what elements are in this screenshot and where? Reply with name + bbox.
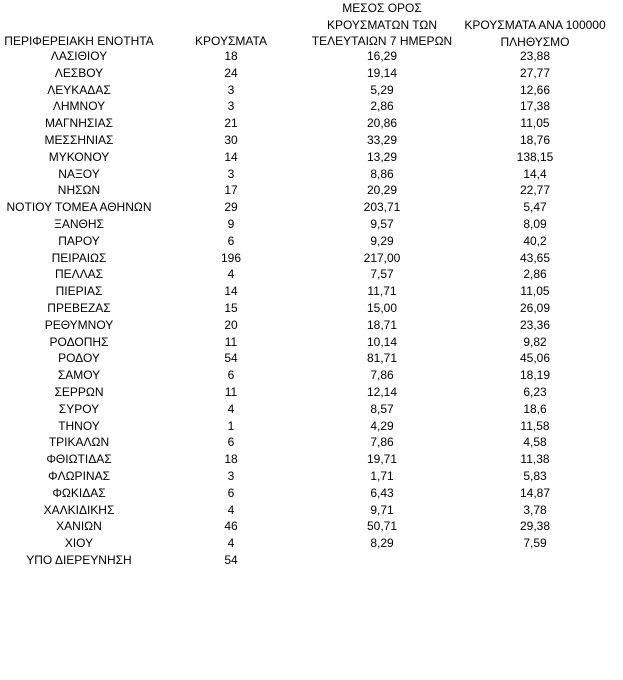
cases-cell: 29 (224, 200, 238, 215)
region-cell: ΧΑΝΙΩΝ (56, 519, 102, 534)
region-cell: ΧΑΛΚΙΔΙΚΗΣ (43, 502, 115, 517)
cases-cell: 3 (227, 468, 235, 483)
region-cell: ΣΕΡΡΩΝ (54, 384, 104, 399)
table-row (0, 98, 623, 115)
cases-cell: 18 (224, 452, 238, 467)
region-cell: ΦΩΚΙΔΑΣ (52, 485, 106, 500)
region-cell: ΛΑΣΙΘΙΟΥ (50, 49, 108, 63)
cases-cell: 3 (227, 99, 235, 114)
avg-cell: 5,29 (370, 82, 394, 97)
avg-cell: 6,43 (370, 485, 394, 500)
table-row (0, 115, 623, 132)
table-row (0, 384, 623, 401)
region-cell: ΛΕΣΒΟΥ (54, 65, 104, 80)
table-row (0, 485, 623, 502)
cases-cell: 21 (224, 116, 238, 131)
avg-cell: 18,71 (366, 317, 398, 332)
rate-cell: 11,05 (520, 116, 550, 131)
table-row (0, 535, 623, 552)
region-cell: ΡΟΔΟΠΗΣ (49, 334, 109, 349)
avg-cell: 33,29 (366, 132, 398, 147)
table-row (0, 216, 623, 233)
header-rate-line-1: ΚΡΟΥΣΜΑΤΑ ΑΝΑ 100000 (464, 18, 606, 32)
rate-cell: 14,87 (519, 485, 551, 500)
region-cell: ΞΑΝΘΗΣ (54, 216, 104, 231)
region-cell: ΝΗΣΩΝ (57, 183, 101, 198)
region-cell: ΡΕΘΥΜΝΟΥ (44, 317, 114, 332)
table-row (0, 552, 623, 569)
rate-cell: 29,38 (519, 519, 551, 534)
avg-cell: 19,71 (366, 452, 398, 467)
cases-cell: 1 (227, 418, 235, 433)
avg-cell: 9,71 (370, 502, 394, 517)
table-row (0, 48, 623, 65)
header-region-text: ΠΕΡΙΦΕΡΕΙΑΚΗ ΕΝΟΤΗΤΑ (4, 34, 154, 48)
region-cell: ΛΗΜΝΟΥ (52, 99, 106, 114)
rate-cell: 5,47 (523, 200, 547, 215)
region-cell: ΝΟΤΙΟΥ ΤΟΜΕΑ ΑΘΗΝΩΝ (6, 200, 152, 215)
rate-cell: 138,15 (516, 149, 554, 164)
avg-cell: 11,71 (367, 284, 397, 299)
cases-cell: 6 (227, 233, 235, 248)
cases-cell: 17 (224, 183, 238, 198)
region-cell: ΣΑΜΟΥ (57, 368, 101, 383)
table-row (0, 367, 623, 384)
header-avg-line-2: ΚΡΟΥΣΜΑΤΩΝ ΤΩΝ (326, 17, 438, 32)
avg-cell: 8,29 (370, 536, 394, 551)
rate-cell: 40,2 (523, 233, 547, 248)
avg-cell: 1,71 (370, 468, 394, 483)
region-cell: ΠΑΡΟΥ (58, 233, 100, 248)
cases-cell: 4 (227, 401, 235, 416)
rate-cell: 17,38 (519, 99, 551, 114)
avg-cell: 8,86 (370, 166, 394, 181)
table-row (0, 434, 623, 451)
rate-cell: 2,86 (523, 267, 547, 282)
header-avg-line-3: ΤΕΛΕΥΤΑΙΩΝ 7 ΗΜΕΡΩΝ (311, 34, 453, 49)
region-cell: ΜΑΓΝΗΣΙΑΣ (44, 116, 114, 131)
cases-cell: 9 (227, 216, 235, 231)
avg-cell: 10,14 (366, 334, 398, 349)
table-row (0, 350, 623, 367)
cases-cell: 30 (224, 132, 238, 147)
cases-cell: 3 (227, 82, 235, 97)
header-per-100000 (455, 17, 615, 50)
region-cell: ΛΕΥΚΑΔΑΣ (47, 82, 111, 97)
avg-cell: 50,71 (366, 519, 398, 534)
cases-cell: 24 (224, 65, 238, 80)
rate-cell: 27,77 (519, 65, 551, 80)
cases-cell: 54 (224, 552, 238, 567)
table-row (0, 518, 623, 535)
rate-cell: 23,88 (519, 49, 551, 63)
table-row (0, 250, 623, 267)
table-row (0, 317, 623, 334)
rate-cell: 12,66 (519, 82, 551, 97)
table-row (0, 199, 623, 216)
table-row (0, 182, 623, 199)
cases-cell: 54 (224, 351, 238, 366)
region-cell: ΜΥΚΟΝΟΥ (48, 149, 110, 164)
avg-cell: 20,86 (366, 116, 398, 131)
rate-cell: 43,65 (519, 250, 551, 265)
region-cell: ΠΕΙΡΑΙΩΣ (51, 250, 107, 265)
avg-cell: 13,29 (366, 149, 398, 164)
table-row (0, 65, 623, 82)
table-row (0, 283, 623, 300)
region-cell: ΤΗΝΟΥ (58, 418, 100, 433)
rate-cell: 18,6 (523, 401, 547, 416)
region-cell: ΦΛΩΡΙΝΑΣ (48, 468, 110, 483)
rate-cell: 6,23 (523, 384, 547, 399)
cases-cell: 15 (224, 300, 238, 315)
table-row (0, 166, 623, 183)
table-row (0, 502, 623, 519)
table-row (0, 82, 623, 99)
avg-cell: 2,86 (370, 99, 394, 114)
region-cell: ΣΥΡΟΥ (58, 401, 100, 416)
region-cell: ΥΠΟ ΔΙΕΡΕΥΝΗΣΗ (26, 552, 132, 567)
rate-cell: 11,38 (520, 452, 550, 467)
avg-cell: 12,14 (366, 384, 398, 399)
region-cell: ΠΡΕΒΕΖΑΣ (47, 300, 111, 315)
region-cell: ΡΟΔΟΥ (58, 351, 100, 366)
avg-cell: 81,71 (366, 351, 398, 366)
rate-cell: 8,09 (523, 216, 547, 231)
rate-cell: 4,58 (523, 435, 547, 450)
cases-cell: 6 (227, 485, 235, 500)
rate-cell: 14,4 (523, 166, 547, 181)
table-row (0, 132, 623, 149)
avg-cell: 16,29 (366, 49, 398, 63)
cases-cell: 6 (227, 435, 235, 450)
avg-cell: 15,00 (366, 300, 398, 315)
rate-cell: 18,19 (519, 368, 551, 383)
cases-cell: 46 (224, 519, 238, 534)
table-row (0, 233, 623, 250)
table-row (0, 468, 623, 485)
rate-cell: 7,59 (523, 536, 547, 551)
region-cell: ΤΡΙΚΑΛΩΝ (48, 435, 110, 450)
cases-cell: 4 (227, 502, 235, 517)
avg-cell: 9,57 (370, 216, 394, 231)
region-cell: ΧΙΟΥ (64, 536, 94, 551)
avg-cell: 20,29 (366, 183, 398, 198)
cases-cell: 20 (224, 317, 238, 332)
rate-cell: 18,76 (519, 132, 551, 147)
data-rows (0, 48, 623, 569)
cases-cell: 3 (227, 166, 235, 181)
cases-cell: 14 (224, 149, 238, 164)
rate-cell: 26,09 (519, 300, 551, 315)
cases-cell: 18 (224, 49, 238, 63)
region-cell: ΠΕΛΛΑΣ (54, 267, 104, 282)
avg-cell: 8,57 (370, 401, 394, 416)
rate-cell: 9,82 (523, 334, 547, 349)
avg-cell: 203,71 (363, 200, 401, 215)
avg-cell: 7,86 (370, 435, 394, 450)
cases-cell: 11 (224, 384, 238, 399)
table-row (0, 334, 623, 351)
cases-cell: 6 (227, 368, 235, 383)
table-row (0, 300, 623, 317)
rate-cell: 22,77 (519, 183, 551, 198)
avg-cell: 217,00 (363, 250, 401, 265)
cases-cell: 11 (224, 334, 238, 349)
table-row (0, 418, 623, 435)
region-cell: ΝΑΞΟΥ (58, 166, 100, 181)
region-cell: ΜΕΣΣΗΝΙΑΣ (44, 132, 114, 147)
avg-cell: 19,14 (366, 65, 398, 80)
rate-cell: 23,36 (519, 317, 551, 332)
cases-cell: 4 (227, 267, 235, 282)
rate-cell: 3,78 (523, 502, 547, 517)
rate-cell: 11,05 (520, 284, 550, 299)
header-avg-line-1: ΜΕΣΟΣ ΟΡΟΣ (342, 1, 422, 15)
table-row (0, 149, 623, 166)
avg-cell: 9,29 (370, 233, 394, 248)
table-row (0, 451, 623, 468)
region-cell: ΠΙΕΡΙΑΣ (55, 284, 103, 299)
header-avg-7-days (306, 0, 458, 50)
header-rate-line-2: ΠΛΗΘΥΣΜΟ (500, 34, 570, 49)
header-cases-text: ΚΡΟΥΣΜΑΤΑ (195, 34, 267, 48)
cases-cell: 196 (220, 250, 242, 265)
cases-cell: 4 (227, 536, 235, 551)
cases-cell: 14 (224, 284, 238, 299)
table-row (0, 266, 623, 283)
rate-cell: 5,83 (523, 468, 547, 483)
region-cell: ΦΘΙΩΤΙΔΑΣ (46, 452, 112, 467)
avg-cell: 7,57 (370, 267, 394, 282)
table-row (0, 401, 623, 418)
rate-cell: 11,58 (520, 418, 550, 433)
avg-cell: 7,86 (370, 368, 394, 383)
rate-cell: 45,06 (519, 351, 551, 366)
avg-cell: 4,29 (370, 418, 394, 433)
